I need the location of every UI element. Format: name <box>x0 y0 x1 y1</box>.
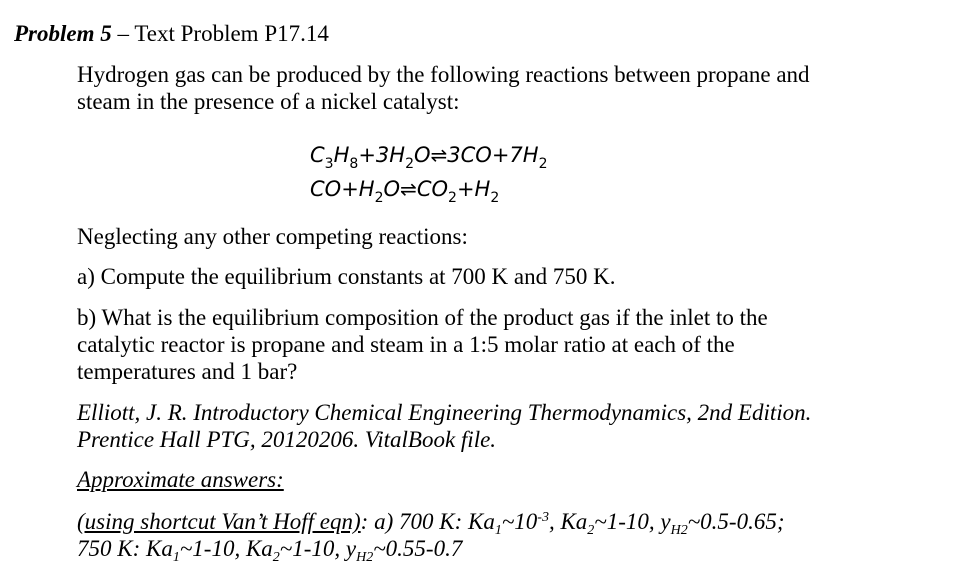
ans2-y-sub: H2 <box>356 550 374 565</box>
approx-answers-heading: Approximate answers: <box>77 467 284 492</box>
reaction-1 <box>310 142 548 172</box>
r1-products: 3CO+7H <box>447 143 539 167</box>
shortcut-method: (using shortcut Van’t Hoff eqn) <box>77 509 361 534</box>
ans1-y-value: ~0.5-0.65; <box>687 509 785 534</box>
equilibrium-arrow-icon: ⇌ <box>400 177 417 201</box>
ans2-y-value: ~0.55-0.7 <box>373 536 463 561</box>
ans1-y-sub: H2 <box>670 523 688 538</box>
citation-line-1: Elliott, J. R. Introductory Chemical Engineering Thermodynamics, 2nd Edition. <box>77 400 812 425</box>
part-b-line-1: b) What is the equilibrium composition of the product gas if the inlet to the <box>77 305 768 330</box>
r1-steam: +3H <box>358 143 406 167</box>
heading-dash: – <box>111 21 135 46</box>
r1-carbon-sub: 3 <box>324 156 334 172</box>
equilibrium-arrow-icon: ⇌ <box>430 143 448 167</box>
intro-line-1: Hydrogen gas can be produced by the following reactions between propane and <box>77 62 810 87</box>
problem-heading <box>14 21 329 47</box>
ans2-ka2-value: ~1-10, y <box>279 536 357 561</box>
r1-carbon: C <box>310 143 325 167</box>
r2-reactants: CO+H <box>310 177 375 201</box>
r1-oxygen: O <box>413 143 431 167</box>
part-b-line-2: catalytic reactor is propane and steam in a 1:5 molar ratio at each of the <box>77 332 735 357</box>
r1-steam-sub: 2 <box>405 156 414 172</box>
problem-label: Problem 5 <box>14 21 112 46</box>
part-b-line-3: temperatures and 1 bar? <box>77 359 298 384</box>
ans2-ka2-sub: 2 <box>272 550 280 565</box>
ans2-ka1-value: ~1-10, Ka <box>179 536 273 561</box>
problem-title: Text Problem P17.14 <box>134 21 329 46</box>
ans1-a-prefix: : a) 700 K: Ka <box>360 509 495 534</box>
ans1-ka2-prefix: , Ka <box>548 509 588 534</box>
answers-line-1 <box>77 509 785 538</box>
r2-hydrogen-sub: 2 <box>490 190 500 206</box>
r1-products-sub: 2 <box>538 156 548 172</box>
r1-hydrogen-sub: 8 <box>349 156 359 172</box>
ans1-ka2-sub: 2 <box>587 523 595 538</box>
citation-line-2: Prentice Hall PTG, 20120206. VitalBook file. <box>77 427 497 452</box>
ans1-ka1-sub: 1 <box>494 523 502 538</box>
r2-co: CO <box>416 177 449 201</box>
r2-co-sub: 2 <box>448 190 457 206</box>
r1-hydrogen: H <box>333 143 350 167</box>
r2-oxygen: O <box>383 177 401 201</box>
intro-line-2: steam in the presence of a nickel catalyst: <box>77 89 460 114</box>
ans1-ka1-value: ~10 <box>501 509 538 534</box>
ans1-ka2-value: ~1-10, y <box>594 509 671 534</box>
ans2-prefix: 750 K: Ka <box>77 536 173 561</box>
ans2-ka1-sub: 1 <box>172 550 180 565</box>
answers-line-2 <box>77 536 463 565</box>
reaction-2 <box>310 176 500 206</box>
r2-hydrogen: +H <box>456 177 491 201</box>
part-a: a) Compute the equilibrium constants at 700 K and 750 K. <box>77 264 616 289</box>
ans1-ka1-exponent: -3 <box>537 510 549 525</box>
neglecting-text: Neglecting any other competing reactions: <box>77 224 468 249</box>
r2-reactants-sub: 2 <box>374 190 384 206</box>
